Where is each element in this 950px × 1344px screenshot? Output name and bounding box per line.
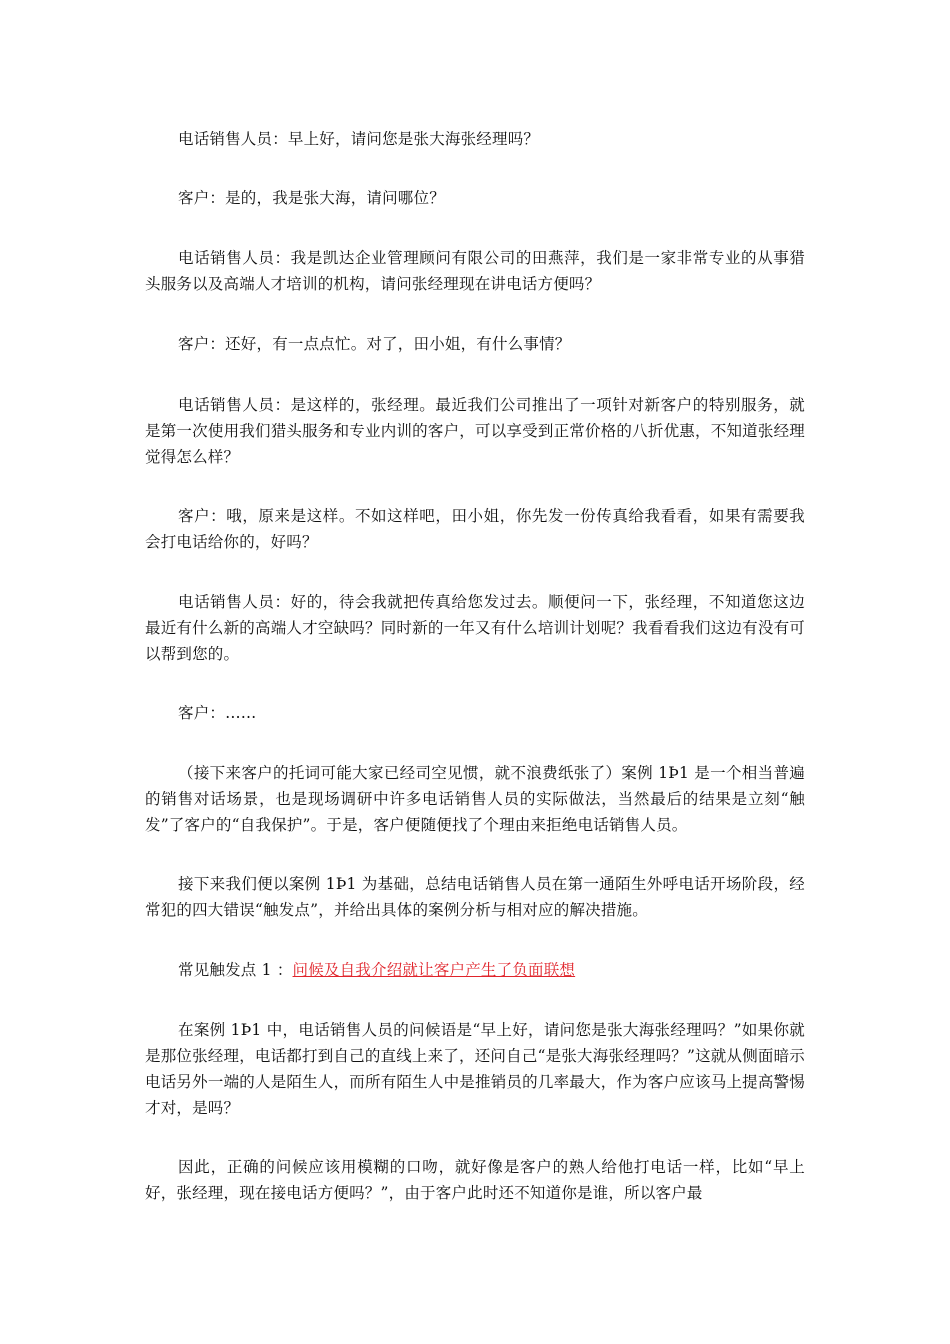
dialogue-salesperson-offer: 电话销售人员：是这样的，张经理。最近我们公司推出了一项针对新客户的特别服务，就是第一次使用我们猎头服务和专业内训的客户，可以享受到正常价格的八折优惠，不知道张经理觉得怎么样？ <box>145 396 805 466</box>
case-analysis-paragraph: （接下来客户的托词可能大家已经司空见惯，就不浪费纸张了）案例 1Þ1 是一个相当普遍的销售对话场景，也是现场调研中许多电话销售人员的实际做法，当然最后的结果是立刻“触发”了客户的“自我保护”。于是，客户便随便找了个理由来拒绝电话销售人员。 <box>145 764 805 834</box>
greeting-analysis-paragraph: 在案例 1Þ1 中，电话销售人员的问候语是“早上好，请问您是张大海张经理吗？”如果你就是那位张经理，电话都打到自己的直线上来了，还问自己“是张大海张经理吗？”这就从侧面暗示电话另外一端的人是陌生人，而所有陌生人中是推销员的几率最大，作为客户应该马上提高警惕才对，是吗？ <box>145 1021 805 1117</box>
dialogue-customer-busy: 客户：还好，有一点点忙。对了，田小姐，有什么事情？ <box>178 335 571 353</box>
dialogue-salesperson-greeting: 电话销售人员：早上好，请问您是张大海张经理吗？ <box>178 130 540 148</box>
summary-paragraph: 接下来我们便以案例 1Þ1 为基础，总结电话销售人员在第一通陌生外呼电话开场阶段，经常犯的四大错误“触发点”，并给出具体的案例分析与相对应的解决措施。 <box>145 875 805 919</box>
correct-greeting-paragraph: 因此，正确的问候应该用模糊的口吻，就好像是客户的熟人给他打电话一样，比如“早上好，张经理，现在接电话方便吗？”，由于客户此时还不知道你是谁，所以客户最 <box>145 1158 805 1202</box>
trigger-point-heading <box>145 957 805 983</box>
dialogue-customer-reply: 客户：是的，我是张大海，请问哪位？ <box>178 189 445 207</box>
dialogue-salesperson-followup: 电话销售人员：好的，待会我就把传真给您发过去。顺便问一下，张经理，不知道您这边最近有什么新的高端人才空缺吗？同时新的一年又有什么培训计划呢？我看看我们这边有没有可以帮到您的。 <box>145 593 805 663</box>
dialogue-customer-ellipsis: 客户：…… <box>178 704 257 722</box>
trigger-point-link[interactable]: 问候及自我介绍就让客户产生了负面联想 <box>292 961 576 979</box>
dialogue-salesperson-introduction: 电话销售人员：我是凯达企业管理顾问有限公司的田燕萍，我们是一家非常专业的从事猎头服务以及高端人才培训的机构，请问张经理现在讲电话方便吗？ <box>145 249 805 293</box>
dialogue-customer-fax-request: 客户：哦，原来是这样。不如这样吧，田小姐，你先发一份传真给我看看，如果有需要我会打电话给你的，好吗？ <box>145 507 805 551</box>
trigger-point-label: 常见触发点 1 ： <box>178 961 293 979</box>
